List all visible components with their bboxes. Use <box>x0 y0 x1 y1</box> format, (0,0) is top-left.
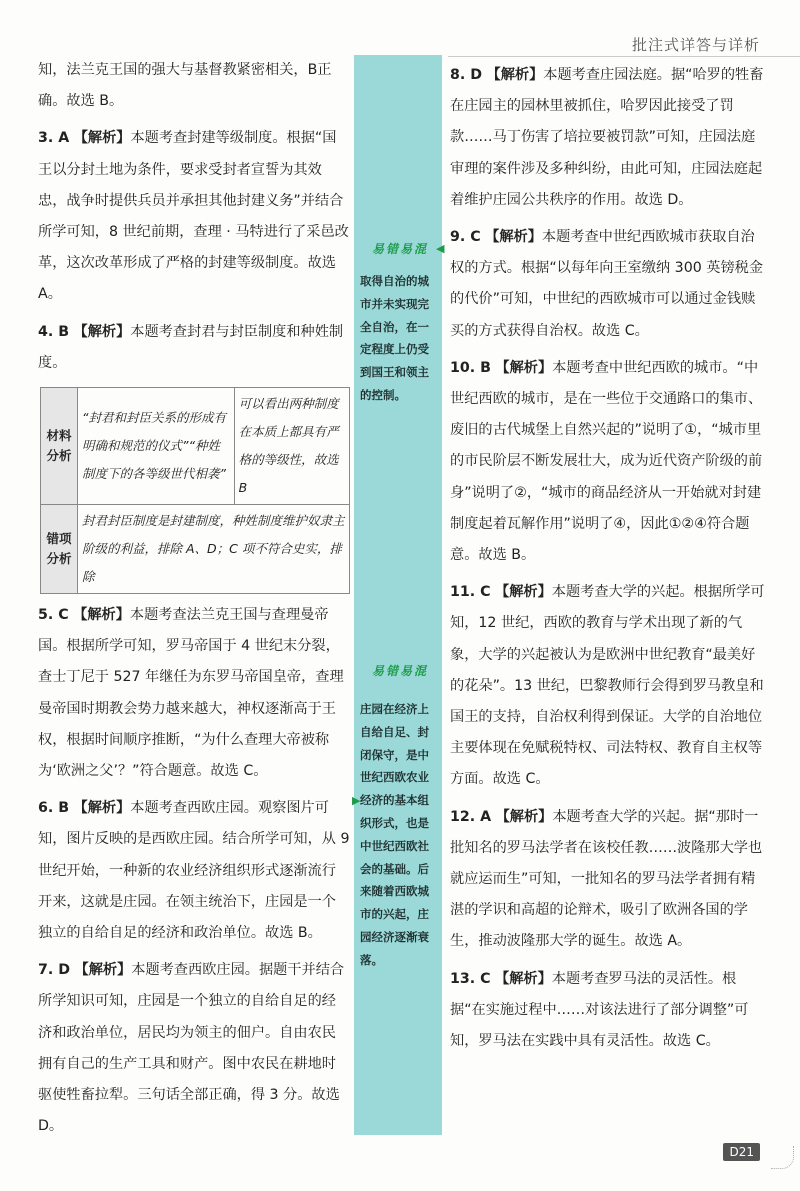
answer-5 <box>38 600 350 787</box>
strip-note-1: 取得自治的城市并未实现完全自治，在一定程度上仍受到国王和领主的控制。 <box>360 274 429 402</box>
answer-8 <box>450 60 768 216</box>
answer-7-tag: 【解析】 <box>74 962 132 979</box>
answer-8-tag: 【解析】 <box>486 67 544 83</box>
answer-4-tag: 【解析】 <box>73 323 131 340</box>
answer-5-number: 5. C <box>38 607 69 624</box>
answer-4 <box>38 317 350 379</box>
material-analysis-header: 材料分析 <box>41 388 78 505</box>
pointer-arrow-icon: ◀ <box>436 242 445 255</box>
answer-6-text: 本题考查西欧庄园。观察图片可知，图片反映的是西欧庄园。结合所学可知，从 9 世纪开始，一种新的农业经济组织形式逐渐流行开来，这就是庄园。在领主统治下，庄园是一个独立的自给自足的经济和政治单位。故选 B。 <box>38 800 350 942</box>
header-title: 批注式详答与详析 <box>631 36 760 54</box>
pointer-arrow-icon: ▶ <box>352 794 361 807</box>
answer-3-text: 本题考查封建等级制度。根据“国王以分封土地为条件，要求受封者宣誓为其效忠，战争时提供兵员并承担其他封建义务”并结合所学可知，8 世纪前期，查理 · 马特进行了采邑改革，这次改革形成了严格的封建等级制度。故选 A。 <box>38 130 349 303</box>
answer-10 <box>450 353 768 571</box>
answer-5-tag: 【解析】 <box>73 607 130 624</box>
answer-9-text: 本题考查中世纪西欧城市获取自治权的方式。根据“以每年向王室缴纳 300 英镑税金的代价”可知，中世纪的西欧城市可以通过金钱赎买的方式获得自治权。故选 C。 <box>450 229 764 339</box>
answer-12-tag: 【解析】 <box>495 808 553 825</box>
answer-13-text: 本题考查罗马法的灵活性。根据“在实施过程中……对该法进行了部分调整”可知，罗马法在实践中具有灵活性。故选 C。 <box>450 970 749 1050</box>
left-column <box>38 55 350 1142</box>
header-divider <box>448 56 800 57</box>
answer-9 <box>450 222 768 347</box>
answer-6-tag: 【解析】 <box>73 800 131 817</box>
answer-3 <box>38 123 350 310</box>
answer-2-continuation: 知，法兰克王国的强大与基督教紧密相关，B正确。故选 B。 <box>38 62 332 110</box>
answer-4-text: 本题考查封君与封臣制度和种姓制度。 <box>38 323 344 371</box>
answer-10-text: 本题考查中世纪西欧的城市。“中世纪西欧的城市，是在一些位于交通路口的集市、废旧的古代城堡上自然兴起的”说明了①，“城市里的市民阶层不断发展壮大，成为近代资产阶级的前身”说明了②，“城市的商品经济从一开始就对封建制度起着瓦解作用”说明了④，因此①②④符合题意。故选 B。 <box>450 359 763 564</box>
answer-6-number: 6. B <box>38 800 70 817</box>
answer-13-number: 13. C <box>450 970 491 987</box>
answer-8-text: 本题考查庄园法庭。据“哈罗的牲畜在庄园主的园林里被抓住，哈罗因此接受了罚款……马丁伤害了培拉要被罚款”可知，庄园法庭审理的案件涉及多种纠纷，由此可知，庄园法庭起着维护庄园公共秩序的作用。故选 D。 <box>450 67 764 208</box>
answer-12-text: 本题考查大学的兴起。据“那时一批知名的罗马法学者在该校任教……波隆那大学也就应运而生”可知，一批知名的罗马法学者拥有精湛的学识和高超的论辩术，吸引了欧洲各国的学生，推动波隆那大学的诞生。故选 A。 <box>450 808 763 950</box>
answer-11-number: 11. C <box>450 584 491 601</box>
page-corner-decoration <box>771 1146 794 1169</box>
answer-9-tag: 【解析】 <box>485 229 542 246</box>
strip-note-2: 庄园在经济上自给自足、封闭保守，是中世纪西欧农业经济的基本组织形式，也是中世纪西欧社会的基础。后来随着西欧城市的兴起，庄园经济逐渐衰落。 <box>360 702 429 967</box>
analysis-table <box>40 387 350 594</box>
annotation-strip <box>354 55 445 1135</box>
answer-3-number: 3. A <box>38 130 70 147</box>
strip-tag-2: 易错易混 <box>371 664 428 678</box>
material-analysis-conclusion: 可以看出两种制度在本质上都具有严格的等级性，故选 B <box>234 388 349 505</box>
strip-tag-1: 易错易混 <box>371 242 428 256</box>
right-column <box>450 60 768 1057</box>
answer-7 <box>38 955 350 1142</box>
material-analysis-quote: “封君和封臣关系的形成有明确和规范的仪式”“种姓制度下的各等级世代相袭” <box>78 388 235 505</box>
answer-10-number: 10. B <box>450 359 491 376</box>
answer-11-tag: 【解析】 <box>495 584 552 601</box>
answer-11 <box>450 577 768 795</box>
answer-12-number: 12. A <box>450 808 492 825</box>
answer-7-number: 7. D <box>38 962 70 979</box>
answer-8-number: 8. D <box>450 67 482 83</box>
answer-6 <box>38 793 350 949</box>
wrong-option-header: 错项分析 <box>41 505 78 594</box>
answer-5-text: 本题考查法兰克王国与查理曼帝国。根据所学可知，罗马帝国于 4 世纪末分裂，查士丁尼于 527 年继任为东罗马帝国皇帝，查理曼帝国时期教会势力越来越大，神权逐渐高于王权，根据时间顺序推断，“为什么查理大帝被称为‘欧洲之父’？”符合题意。故选 C。 <box>38 607 344 780</box>
answer-9-number: 9. C <box>450 229 481 246</box>
answer-13 <box>450 964 768 1058</box>
answer-4-number: 4. B <box>38 323 70 340</box>
page-number: D21 <box>723 1143 760 1161</box>
answer-13-tag: 【解析】 <box>495 970 552 987</box>
answer-3-tag: 【解析】 <box>73 130 131 147</box>
answer-7-text: 本题考查西欧庄园。据题干并结合所学知识可知，庄园是一个独立的自给自足的经济和政治单位，居民均为领主的佃户。自由农民拥有自己的生产工具和财产。图中农民在耕地时驱使牲畜拉犁。三句话全部正确，得 3 分。故选 D。 <box>38 962 345 1135</box>
answer-10-tag: 【解析】 <box>495 359 553 376</box>
wrong-option-text: 封君封臣制度是封建制度，种姓制度维护奴隶主阶级的利益，排除 A、D；C 项不符合史实，排除 <box>78 505 350 594</box>
answer-11-text: 本题考查大学的兴起。根据所学可知，12 世纪，西欧的教育与学术出现了新的气象，大学的兴起被认为是欧洲中世纪教育“最美好的花朵”。13 世纪，巴黎教师行会得到罗马教皇和国王的支持，自治权利得到保证。大学的自治地位主要体现在免赋税特权、司法特权、教育自主权等方面。故选 C。 <box>450 584 765 788</box>
answer-12 <box>450 802 768 958</box>
